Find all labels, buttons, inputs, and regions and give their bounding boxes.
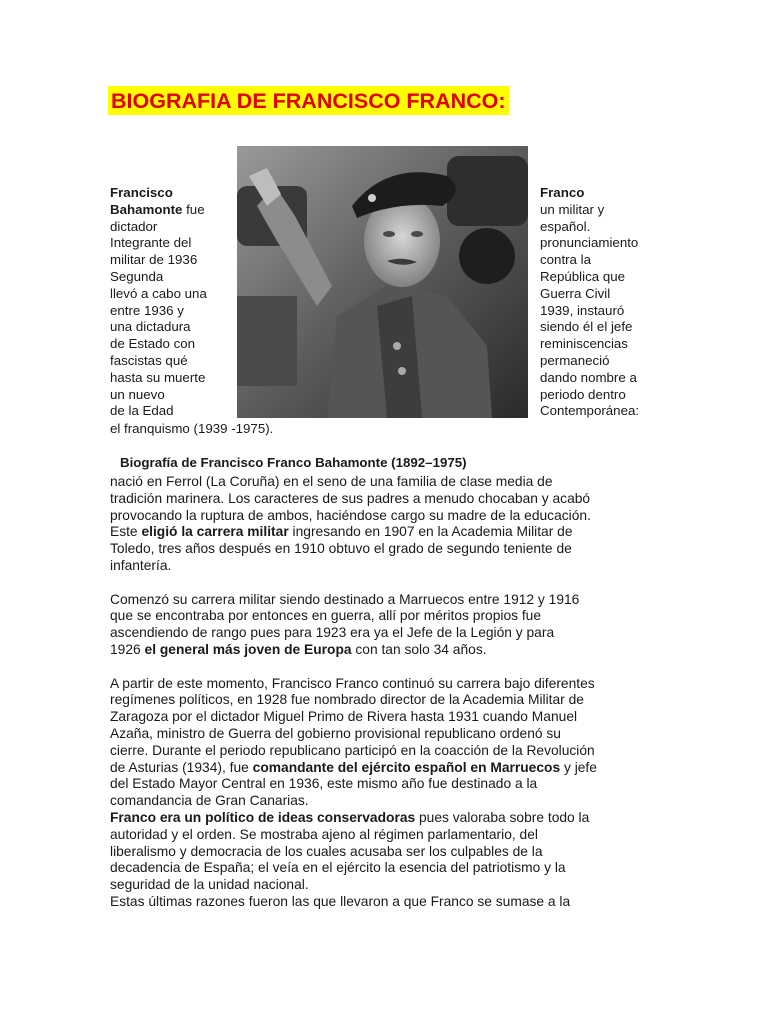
body-line: [110, 793, 670, 810]
intro-left-line: [110, 185, 235, 202]
intro-right-column: [540, 185, 760, 420]
body-line: [110, 592, 670, 609]
intro-left-text: de la Edad: [110, 403, 174, 419]
intro-right-text: español.: [540, 218, 591, 234]
intro-right-line: [540, 303, 760, 320]
intro-right-line: [540, 235, 760, 252]
body-text-run: regímenes políticos, en 1928 fue nombrado director de la Academia Militar de: [110, 692, 584, 708]
intro-left-text: hasta su muerte: [110, 369, 206, 385]
intro-left-line: [110, 336, 235, 353]
intro-right-line: [540, 370, 760, 387]
intro-left-line: [110, 319, 235, 336]
body-text-run: nació en Ferrol (La Coruña) en el seno de una familia de clase media de: [110, 474, 553, 489]
intro-left-line: [110, 387, 235, 404]
intro-left-text: de Estado con: [110, 336, 196, 352]
intro-left-text: Integrante del: [110, 235, 192, 251]
body-text-run: comandancia de Gran Canarias.: [110, 793, 309, 809]
body-text-run: de Asturias (1934), fue: [110, 759, 253, 775]
body-line: [110, 844, 670, 861]
body-text-run: ascendiendo de rango pues para 1923 era ya el Jefe de la Legión y para: [110, 625, 555, 641]
paragraph-break: [110, 575, 670, 592]
body-line: [110, 692, 670, 709]
body-line: [110, 642, 670, 659]
intro-tail-line: el franquismo (1939 -1975).: [110, 421, 274, 436]
intro-right-text: Contemporánea:: [540, 403, 640, 419]
intro-left-line: [110, 303, 235, 320]
intro-left-bold-text: Francisco: [110, 185, 173, 200]
intro-left-bold-text: Bahamonte: [110, 201, 183, 217]
body-text-run: ingresando en 1907 en la Academia Militar de: [288, 524, 573, 540]
body-line: [110, 558, 670, 575]
body-line: [110, 827, 670, 844]
body-line: [110, 625, 670, 642]
body-line: [110, 474, 670, 491]
intro-left-text: dictador: [110, 218, 158, 234]
intro-right-line: [540, 336, 760, 353]
intro-right-text: siendo él el jefe: [540, 319, 633, 335]
intro-right-text: permaneció: [540, 352, 610, 368]
intro-right-text: dando nombre a: [540, 369, 637, 385]
biography-body: [110, 474, 670, 911]
body-text-run: infantería.: [110, 557, 172, 573]
intro-left-line: [110, 403, 235, 420]
body-line: [110, 860, 670, 877]
intro-right-line: [540, 286, 760, 303]
body-text-run: autoridad y el orden. Se mostraba ajeno al régimen parlamentario, del: [110, 826, 538, 842]
body-line: [110, 776, 670, 793]
body-line: [110, 608, 670, 625]
body-text-run: con tan solo 34 años.: [351, 641, 487, 657]
intro-left-text: fascistas qué: [110, 352, 188, 368]
intro-left-line: [110, 202, 235, 219]
intro-right-line: [540, 219, 760, 236]
portrait-photo: [237, 146, 528, 418]
intro-right-line: [540, 269, 760, 286]
body-text-run: Azaña, ministro de Guerra del gobierno provisional republicano ordenó su: [110, 725, 561, 741]
body-line: [110, 877, 670, 894]
body-text-run: provocando la ruptura de ambos, haciéndose cargo su madre de la educación.: [110, 507, 591, 523]
body-text-run: cierre. Durante el periodo republicano participó en la coacción de la Revolución: [110, 742, 595, 758]
body-bold-text: eligió la carrera militar: [141, 524, 289, 540]
body-text-run: pues valoraba sobre todo la: [415, 809, 590, 825]
body-text-run: que se encontraba por entonces en guerra, allí por méritos propios fue: [110, 608, 542, 624]
body-text-run: Toledo, tres años después en 1910 obtuvo el grado de segundo teniente de: [110, 541, 572, 557]
body-line: [110, 676, 670, 693]
body-text-run: decadencia de España; el veía en el ejército la esencia del patriotismo y la: [110, 860, 566, 876]
portrait-photo-icon: [237, 146, 528, 418]
intro-right-text: Guerra Civil: [540, 285, 611, 301]
intro-left-line: [110, 370, 235, 387]
body-line: [110, 743, 670, 760]
intro-right-bold-text: Franco: [540, 185, 585, 200]
intro-left-line: [110, 252, 235, 269]
intro-left-text: Segunda: [110, 268, 164, 284]
intro-left-line: [110, 219, 235, 236]
body-line: [110, 726, 670, 743]
intro-left-line: [110, 235, 235, 252]
section-heading: Biografía de Francisco Franco Bahamonte (1892–1975): [120, 455, 467, 470]
intro-right-text: reminiscencias: [540, 336, 628, 352]
intro-left-text: entre 1936 y: [110, 302, 184, 318]
intro-right-text: contra la: [540, 252, 591, 268]
body-line: [110, 508, 670, 525]
intro-right-text: República que: [540, 268, 626, 284]
body-text-run: seguridad de la unidad nacional.: [110, 877, 309, 893]
intro-left-text: una dictadura: [110, 319, 191, 335]
intro-right-text: 1939, instauró: [540, 302, 625, 318]
body-line: [110, 491, 670, 508]
intro-right-line: [540, 319, 760, 336]
intro-left-line: [110, 353, 235, 370]
intro-right-text: un militar y: [540, 201, 605, 217]
intro-left-line: [110, 269, 235, 286]
intro-left-text: llevó a cabo una: [110, 285, 207, 301]
body-text-run: 1926: [110, 641, 145, 657]
page-title: BIOGRAFIA DE FRANCISCO FRANCO:: [108, 86, 509, 115]
body-text-run: liberalismo y democracia de los cuales acusaba ser los culpables de la: [110, 843, 543, 859]
paragraph-break: [110, 659, 670, 676]
body-text-run: Zaragoza por el dictador Miguel Primo de Rivera hasta 1931 cuando Manuel: [110, 709, 578, 725]
body-line: [110, 894, 670, 911]
body-bold-text: el general más joven de Europa: [144, 641, 352, 657]
body-text-run: del Estado Mayor Central en 1936, este mismo año fue destinado a la: [110, 776, 538, 792]
body-text-run: Estas últimas razones fueron las que llevaron a que Franco se sumase a la: [110, 893, 571, 909]
body-text-run: y jefe: [560, 759, 597, 775]
intro-right-line: [540, 252, 760, 269]
intro-right-line: [540, 353, 760, 370]
body-line: [110, 760, 670, 777]
body-text-run: Comenzó su carrera militar siendo destinado a Marruecos entre 1912 y 1916: [110, 591, 580, 607]
body-bold-text: Franco era un político de ideas conservadoras: [110, 809, 416, 825]
intro-left-text: militar de 1936: [110, 252, 198, 268]
body-line: [110, 709, 670, 726]
body-line: [110, 524, 670, 541]
body-line: [110, 541, 670, 558]
intro-right-line: [540, 403, 760, 420]
intro-right-line: [540, 202, 760, 219]
body-bold-text: comandante del ejército español en Marruecos: [252, 759, 561, 775]
body-text-run: A partir de este momento, Francisco Franco continuó su carrera bajo diferentes: [110, 675, 595, 691]
body-text-run: Este: [110, 524, 142, 540]
intro-right-line: [540, 387, 760, 404]
body-line: [110, 810, 670, 827]
intro-right-line: [540, 185, 760, 202]
body-text-run: tradición marinera. Los caracteres de sus padres a menudo chocaban y acabó: [110, 490, 591, 506]
intro-right-text: pronunciamiento: [540, 235, 639, 251]
intro-left-column: [110, 185, 235, 420]
intro-left-text: un nuevo: [110, 386, 165, 402]
intro-left-text: fue: [182, 201, 205, 217]
intro-right-text: periodo dentro: [540, 386, 626, 402]
intro-left-line: [110, 286, 235, 303]
